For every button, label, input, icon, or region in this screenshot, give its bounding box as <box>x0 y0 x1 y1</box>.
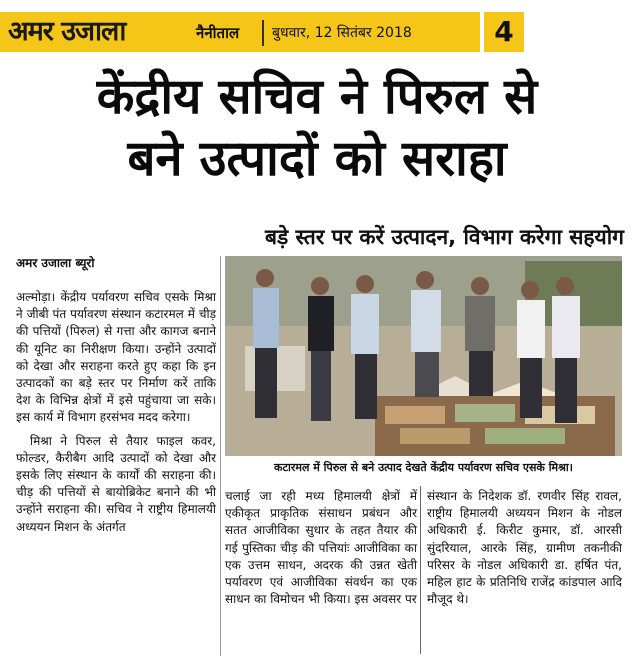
masthead-divider <box>262 20 264 46</box>
article-column-1 <box>16 289 216 536</box>
article-column-3: संस्थान के निदेशक डॉ. रणवीर सिंह रावल, राष्ट्रीय हिमालयी अध्ययन मिशन के नोडल अधिकारी ई. किरीट कुमार, डॉ. आरसी सुंदरियाल, आरके सिंह, ग्रामीण तकनीकी परिसर के नोडल अधिकारी डा. हर्षित पंत, महिल हाट के प्रतिनिधि राजेंद्र कांडपाल आदि मौजूद थे। <box>427 489 622 607</box>
newspaper-logo: अमर उजाला <box>8 16 126 47</box>
headline-line-1: केंद्रीय सचिव ने पिरुल से <box>96 68 538 125</box>
photo-illustration <box>225 256 622 456</box>
byline: अमर उजाला ब्यूरो <box>16 256 95 270</box>
masthead <box>0 0 634 58</box>
headline <box>10 66 624 190</box>
news-photo <box>225 256 622 456</box>
article-column-2: चलाई जा रही मध्य हिमालयी क्षेत्रों में एकीकृत प्राकृतिक संसाधन प्रबंधन और सतत आजीविका सुधार के तहत तैयार की गई पुस्तिका चीड़ की पत्तियांः आजीविका का एक उत्तम साधन, अदरक की उन्नत खेती पर्यावरण एवं आजीविका संवर्धन का एक साधन का विमोचन भी किया। इस अवसर पर <box>225 489 417 607</box>
page-number-box <box>484 12 524 52</box>
paragraph-2: मिश्रा ने पिरुल से तैयार फाइल कवर, फोल्डर, कैरीबैग आदि उत्पादों को देखा और इसके लिए संस्थान के कार्यों की सराहना की। चीड़ की पत्तियों से बायोब्रिकेट बनाने की भी उन्होंने सराहना की। सचिव ने राष्ट्रीय हिमालयी अध्ययन मिशन के अंतर्गत <box>16 433 216 534</box>
paragraph-1: अल्मोड़ा। केंद्रीय पर्यावरण सचिव एसके मिश्रा ने जीबी पंत पर्यावरण संस्थान कटारमल में चीड़ की पत्तियों (पिरुल) से गत्ता और कागज बनाने की यूनिट का निरीक्षण किया। उन्होंने उत्पादों को देखा और सराहना करते हुए कहा कि इन उत्पादकों का बड़े स्तर पर निर्माण करें ताकि देश के विभिन्न क्षेत्रों में इसे पहुंचाया जा सके। इस कार्य में विभाग हरसंभव मदद करेगा। <box>16 290 216 425</box>
subheadline: बड़े स्तर पर करें उत्पादन, विभाग करेगा सहयोग <box>265 225 624 249</box>
edition-city: नैनीताल <box>196 24 240 42</box>
edition-date: बुधवार, 12 सितंबर 2018 <box>272 25 412 41</box>
headline-line-2: बने उत्पादों को सराहा <box>127 130 507 187</box>
column-divider-left <box>220 256 221 656</box>
page-number: 4 <box>494 15 514 48</box>
photo-caption: कटारमल में पिरुल से बने उत्पाद देखते केंद्रीय पर्यावरण सचिव एसके मिश्रा। <box>274 461 573 474</box>
column-divider <box>420 486 421 654</box>
